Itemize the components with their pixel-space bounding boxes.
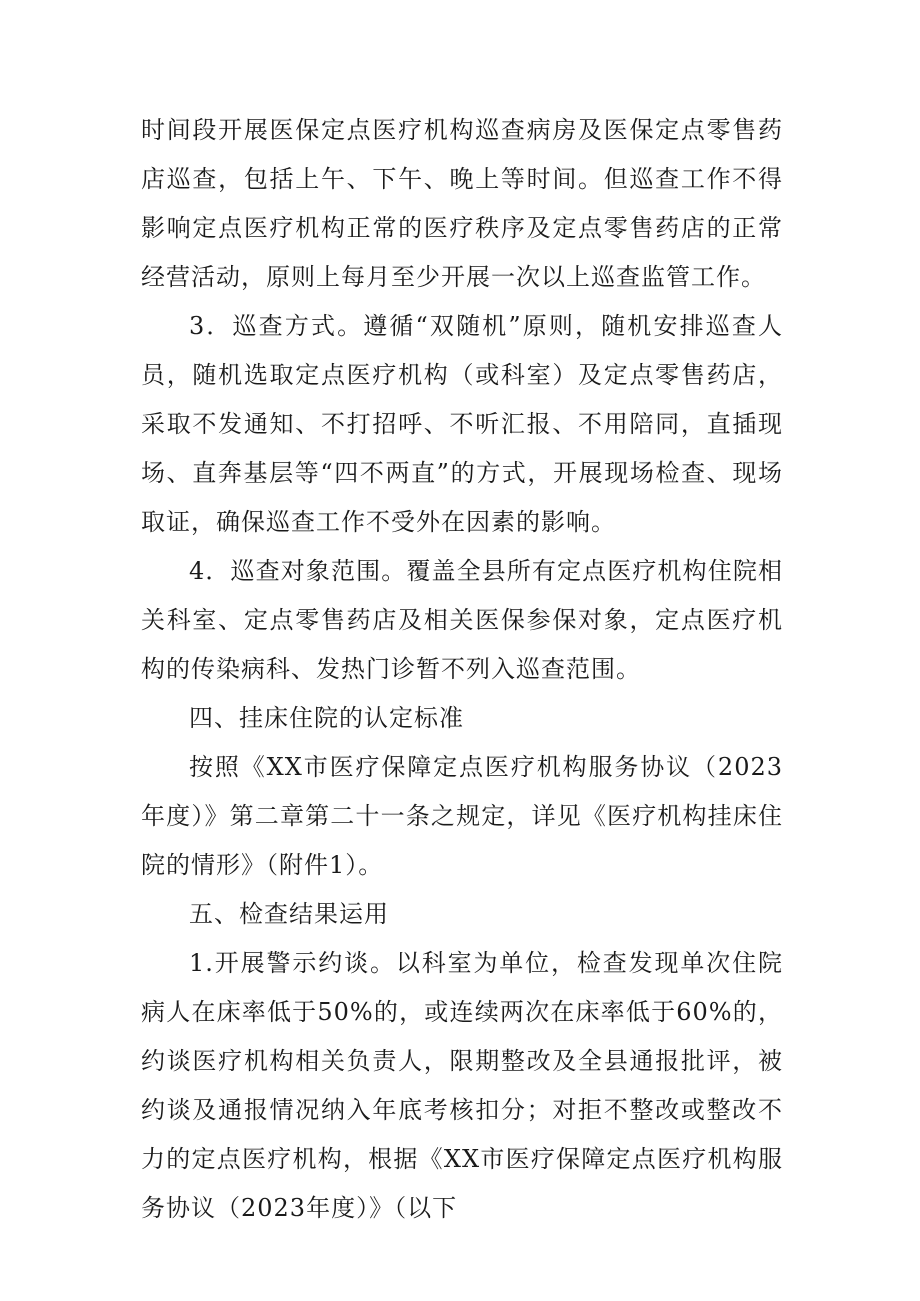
- paragraph-inspection-scope: 4．巡查对象范围。覆盖全县所有定点医疗机构住院相关科室、定点零售药店及相关医保参保对象，定点医疗机构的传染病科、发热门诊暂不列入巡查范围。: [141, 557, 783, 683]
- paragraph-inspection-method: 3．巡查方式。遵循“双随机”原则，随机安排巡查人员，随机选取定点医疗机构（或科室）及定点零售药店，采取不发通知、不打招呼、不听汇报、不用陪同，直插现场、直奔基层等“四不两直”的方式，开展现场检查、现场取证，确保巡查工作不受外在因素的影响。: [141, 312, 783, 536]
- section-heading-criteria: 四、挂床住院的认定标准: [189, 704, 464, 732]
- paragraph-warning-interview: 1.开展警示约谈。以科室为单位，检查发现单次住院病人在床率低于50%的，或连续两次在床率低于60%的，约谈医疗机构相关负责人，限期整改及全县通报批评，被约谈及通报情况纳入年底考核扣分；对拒不整改或整改不力的定点医疗机构，根据《XX市医疗保障定点医疗机构服务协议（2023年度）》（以下: [141, 949, 783, 1222]
- paragraph-criteria-reference: 按照《XX市医疗保障定点医疗机构服务协议（2023年度）》第二章第二十一条之规定，详见《医疗机构挂床住院的情形》（附件1）。: [141, 753, 783, 879]
- section-heading-results: 五、检查结果运用: [189, 900, 389, 928]
- document-body: [141, 106, 783, 1233]
- paragraph-continued-inspection-time: 时间段开展医保定点医疗机构巡查病房及医保定点零售药店巡查，包括上午、下午、晚上等时间。但巡查工作不得影响定点医疗机构正常的医疗秩序及定点零售药店的正常经营活动，原则上每月至少开展一次以上巡查监管工作。: [141, 116, 783, 291]
